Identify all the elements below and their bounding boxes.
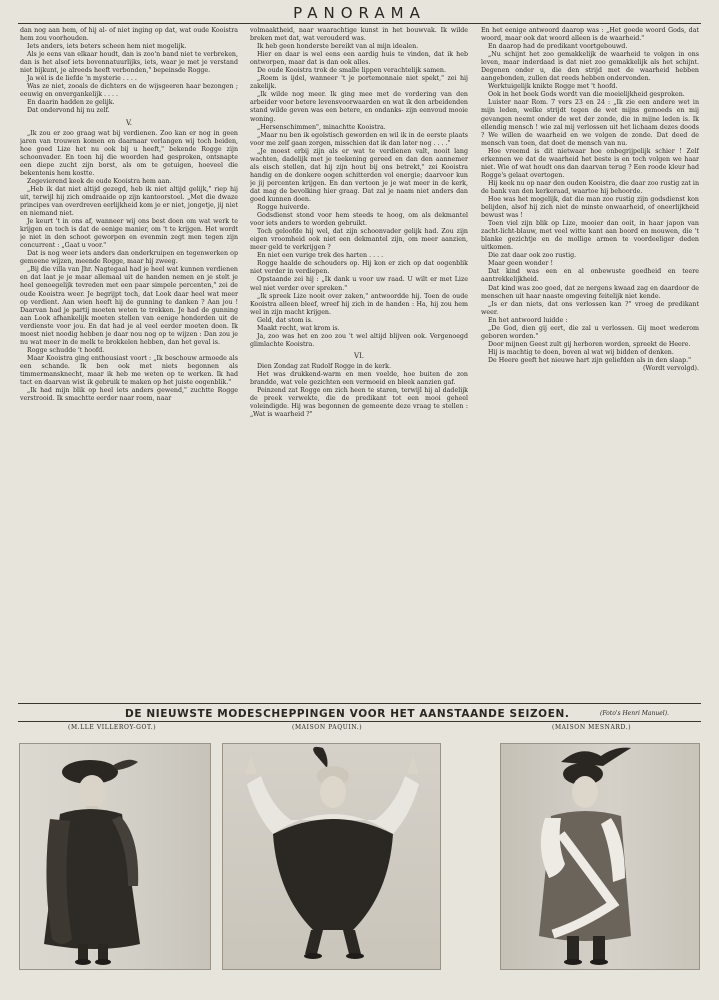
masthead-rule — [18, 23, 701, 24]
paragraph: En daarop had de predikant voortgebouwd. — [488, 43, 628, 51]
paragraph: Het was drukkend-warm en men voelde, hoe buiten de zon brandde, wat vele gezichten een vermoeid en bleek aanzien gaf. — [250, 370, 468, 387]
column-3 — [481, 27, 699, 677]
paragraph: „Nu schijnt het zoo gemakkelijk de waarheid te volgen in ons leven, maar inderdaad is dat niet zoo gemakkelijk als het schijnt. Degenen onder u, die den strijd met de waarheid hebben aangebonden, zullen dat reeds hebben ondervonden. — [481, 51, 699, 83]
paragraph: Was ze niet, zooals de dichters en de wijsgeeren haar bezongen ; eeuwig en onvergankelijk . . . . — [20, 83, 238, 99]
paragraph: „Heb ik dat niet altijd gezegd, heb ik niet altijd gelijk," riep hij uit, terwijl hij zich omdraaide op zijn kantoorstoel. „Met die dwaze principes van overdreven eerlijkheid kom je er niet, jongetje, jij niet en niemand niet. — [20, 185, 238, 218]
section-rule-top — [18, 703, 701, 704]
paragraph: En het eenige antwoord daarop was : „Het goede woord Gods, dat woord, maar ook dat woord alleen is de waarheid." — [481, 27, 699, 43]
paragraph: Maakt recht, wat krom is. — [257, 324, 340, 332]
caption-maison-mesnard: (MAISON MESNARD.) — [552, 724, 632, 731]
paragraph: Dat ondervond hij nu zelf. — [27, 107, 110, 115]
paragraph: Toch geloofde hij wel, dat zijn schoonvader gelijk had. Zou zijn eigen vroomheid ook niet een dekmantel zijn, om meer aanzien, meer geld te verkrijgen ? — [250, 228, 468, 252]
paragraph: Je keurt 't in ons af, wanneer wij ons best doen om wat werk te krijgen en toch is dat de eenige manier, om 't te krijgen. Het wordt je niet in den schoot geworpen en evenmin zegt men tegen zijn concurrent : „Gaat u voor." — [20, 218, 238, 250]
paragraph: De Heere geeft het nieuwe hart zijn geliefden als in den slaap." — [488, 356, 692, 364]
paragraph: „Roem is ijdel, wanneer 't je portemonnaie niet spekt," zei hij zakelijk. — [250, 75, 468, 91]
paragraph: „Maar nu ben ik egoïstisch geworden en wil ik in de eerste plaats voor me zelf gaan zorgen, misschien dat ik dan later nog . . . ." — [250, 131, 468, 147]
paragraph: Ik heb geen honderste bereikt van al mijn idealen. — [257, 43, 419, 51]
section-rule-bottom — [18, 721, 701, 722]
column-1 — [20, 27, 238, 677]
fashion-photo-cape — [222, 743, 441, 970]
paragraph: dan nog aan hem, of hij al- of niet inging op dat, wat oude Kooistra hem zou voorhouden. — [20, 27, 238, 43]
paragraph: Ook in het boek Gods wordt van die moeielijkheid gesproken. — [488, 91, 685, 99]
paragraph: volmaaktheid, naar waarachtige kunst in het bouwvak. Ik wilde breken met dat, wat verouderd was. — [250, 27, 468, 43]
paragraph: „Je moest erbij zijn als er wat te verdienen valt, nooit lang wachten, dadelijk met je teekening gereed en dan den aannemer als eisch stellen, dat hij zijn hout bij ons betrekt," zei Kooistra handig en de donkere oogen schitterden vol energie; daarvoor kun je jij percenten krijgen. En dan vertoon je je wat meer in de kerk, dat mag de bevolking hier graag. Dat zal je naam niet anders dan goed kunnen doen. — [250, 147, 468, 203]
paragraph: Godsdienst stond voor hem steeds te hoog, om als dekmantel voor iets anders te worden gebruikt. — [250, 212, 468, 228]
paragraph: Maar geen wonder ! — [488, 260, 554, 268]
to-be-continued: (Wordt vervolgd). — [642, 364, 699, 372]
paragraph: „Ik spreek Lize nooit over zaken," antwoordde hij. Toen de oude Kooistra alleen bleef, wreef hij zich in de handen : Ha, hij zou hem wel in zijn macht krijgen. — [250, 292, 468, 316]
paragraph: „Hersenschimmen", minachtte Kooistra. — [257, 123, 386, 131]
headline-text: DE NIEUWSTE MODESCHEPPINGEN VOOR HET AANSTAANDE SEIZOEN. — [125, 708, 570, 720]
paragraph: Luister naar Rom. 7 vers 23 en 24 : „Ik zie een andere wet in mijn leden, welke strijdt tegen de wet mijns gemoeds en mij gevangen neemt onder de wet der zonde, die in mijne leden is. Ik ellendig mensch ! wie zal mij verlossen uit het lichaam dezes doods ? We willen de waarheid en we volgen de zonde. Dat deed de mensch van toen, dat doet de mensch van nu. — [481, 99, 699, 147]
paragraph: Hier en daar is wel eens een aardig huis te vinden, dat ik heb ontworpen, maar dat is dan ook alles. — [250, 51, 468, 67]
paragraph: „Ik wilde nog meer. Ik ging mee met de vordering van den arbeider voor betere levensvoorwaarden en wat ik den arbeidenden stand wilde geven was een betere, en ondanks- zijn eenvoud mooie woning. — [250, 91, 468, 123]
paragraph: „Ik had mijn blik op heel iets anders gewend," zuchtte Rogge verstrooid. Ik smachtte eerder naar roem, naar — [20, 387, 238, 403]
paragraph: Iets anders, iets beters scheen hem niet mogelijk. — [27, 43, 187, 51]
paragraph: „De God, dien gij eert, die zal u verlossen. Gij moet wederom geboren worden." — [481, 324, 699, 340]
paragraph: Opstaande zei hij : „Ik dank u voor uw raad. U wilt er met Lize wel niet verder over spreken." — [250, 276, 468, 292]
caption-villeroy-got: (M.LLE VILLEROY-GOT.) — [68, 724, 157, 731]
paragraph: „Ik zou er zoo graag wat bij verdienen. Zoo kan er nog in geen jaren van trouwen komen en daarnaar verlangen wij toch beiden, hoe goed Lize het nu ook bij u heeft," bekende Rogge zijn schoonvader. En toen hij die woorden had gesproken, ontsnapte een diepe zucht zijn borst, als om te getuigen, hoeveel die bekentenis hem kostte. — [20, 129, 238, 177]
chapter-heading: VI. — [353, 351, 365, 360]
paragraph: En niet een vurige trek des harten . . . . — [257, 252, 384, 260]
fashion-photo-fur-coat — [19, 743, 211, 970]
paragraph: Rogge huiverde. — [257, 204, 310, 212]
paragraph: Dien Zondag zat Rudolf Rogge in de kerk. — [257, 362, 391, 370]
paragraph: Door mijnen Geest zult gij herboren worden, spreekt de Heere. — [488, 340, 691, 348]
paragraph: Ja wèl is de liefde 'n mysterie . . . . — [27, 75, 137, 83]
column-2 — [250, 27, 468, 677]
paragraph: En het antwoord luidde : — [488, 316, 568, 324]
paragraph: Dat is nog weer iets anders dan onderkruipen en tegenwerken op gemeene wijzen, meende Rogge, maar hij zweeg. — [20, 250, 238, 266]
chapter-heading: V. — [125, 118, 133, 127]
paragraph: Toen viel zijn blik op Lize, mooier dan ooit, in haar japon van zacht-licht-blauw, met veel witte kant aan boord en mouwen, die 't blanke gezichtje en de mollige armen te voordeeliger deden uitkomen. — [481, 220, 699, 252]
paragraph: Zegevierend keek de oude Kooistra hem aan. — [27, 177, 172, 185]
paragraph: Ja, zoo was het en zoo zou 't wel altijd blijven ook. Vergenoegd glimlachte Kooistra. — [250, 332, 468, 348]
paragraph: Rogge schudde 't hoofd. — [27, 346, 105, 354]
paragraph: Dat kind was zoo goed, dat ze nergens kwaad zag en daardoor de menschen uit haar naaste omgeving feitelijk niet kende. — [481, 284, 699, 300]
paragraph: Geld, dat stom is. — [257, 316, 313, 324]
paragraph: En daarin hadden ze gelijk. — [27, 99, 115, 107]
caption-maison-paquin: (MAISON PAQUIN.) — [292, 724, 363, 731]
paragraph: „Bij die villa van Jhr. Nagtegaal had je heel wat kunnen verdienen en dat laat je je maar allemaal uit de handen nemen en je stelt je heel genoegelijk tevreden met een paar simpele percenten," zei de oude Kooistra weer. Je begrijpt toch, dat Look daar heel wat meer op verdient. Aan wien heeft hij de gunning te danken ? Aan jou ! Daarvan had je partij moeten weten te trekken. Je had de gunning aan Look afhankelijk moeten stellen van eenige honderden uit de verdienste voor jou. En dat had je al veel eerder moeten doen. Ik moest niet noodig hebben je daar nou nog op te wijzen : Dan zou je nu wat meer in de melk te brokkelen hebben, dan het geval is. — [20, 266, 238, 346]
paragraph: Maar Kooistra ging enthousiast voort : „Ik beschouw armoede als een schande. Ik ben ook met niets begonnen als timmermansknecht, maar ik heb me weten op te werken. Ik had tact en daarvan wist ik gebruik te maken op het juiste oogenblik." — [20, 354, 238, 387]
paragraph: Als je eens van elkaar houdt, dan is zoo'n band niet te verbreken, dan is het alsof iets bovennatuurlijks, iets, waar je met je verstand niet bijkunt, je alreeds heeft verbonden," bepeinsde Rogge. — [20, 51, 238, 75]
paragraph: „Is er dan niets, dat ons verlossen kan ?" vroeg de predikant weer. — [481, 300, 699, 316]
paragraph: Rogge haalde de schouders op. Hij kon er zich op dat oogenblik niet verder in verdiepen. — [250, 260, 468, 276]
photo-credit: (Foto's Henri Manuel). — [600, 710, 669, 717]
paragraph: Hij is machtig te doen, boven al wat wij bidden of denken. — [488, 348, 674, 356]
paragraph: De oude Kooistra trok de smalle lippen verachtelijk samen. — [257, 67, 446, 75]
paragraph: Werktuigelijk knikte Rogge met 't hoofd. — [488, 83, 618, 91]
paragraph: Hij keek nu op naar den ouden Kooistra, die daar zoo rustig zat in de bank van den kerkeraad, waartoe hij behoorde. — [481, 179, 699, 195]
paragraph: Dat kind was een en al onbewuste goedheid en teere aantrekkelijkheid. — [481, 268, 699, 284]
paragraph: Hoe was het mogelijk, dat die man zoo rustig zijn godsdienst kon belijden, alsof hij zich niet de minste onwaarheid, of oneerlijkheid bewust was ! — [481, 195, 699, 220]
paragraph: Hoe vreemd is dit nietwaar hoe onbegrijpelijk schier ! Zelf erkennen we dat de waarheid het beste is en toch volgen we haar niet. Wie of wat houdt ons dan daarvan terug ? Een roode kleur had Rogge's gelaat overtogen. — [481, 147, 699, 179]
paragraph: Peinzend zat Rogge om zich heen te staren, terwijl hij al dadelijk de preek verwekte, die de predikant tot een mooi geheel voleindigde. Hij was begonnen de gemeente deze vraag te stellen : „Wat is waarheid ?" — [250, 387, 468, 419]
fashion-photo-checked-coat — [500, 743, 700, 970]
paragraph: Die zat daar ook zoo rustig. — [488, 252, 577, 260]
masthead: PANORAMA — [293, 4, 426, 22]
